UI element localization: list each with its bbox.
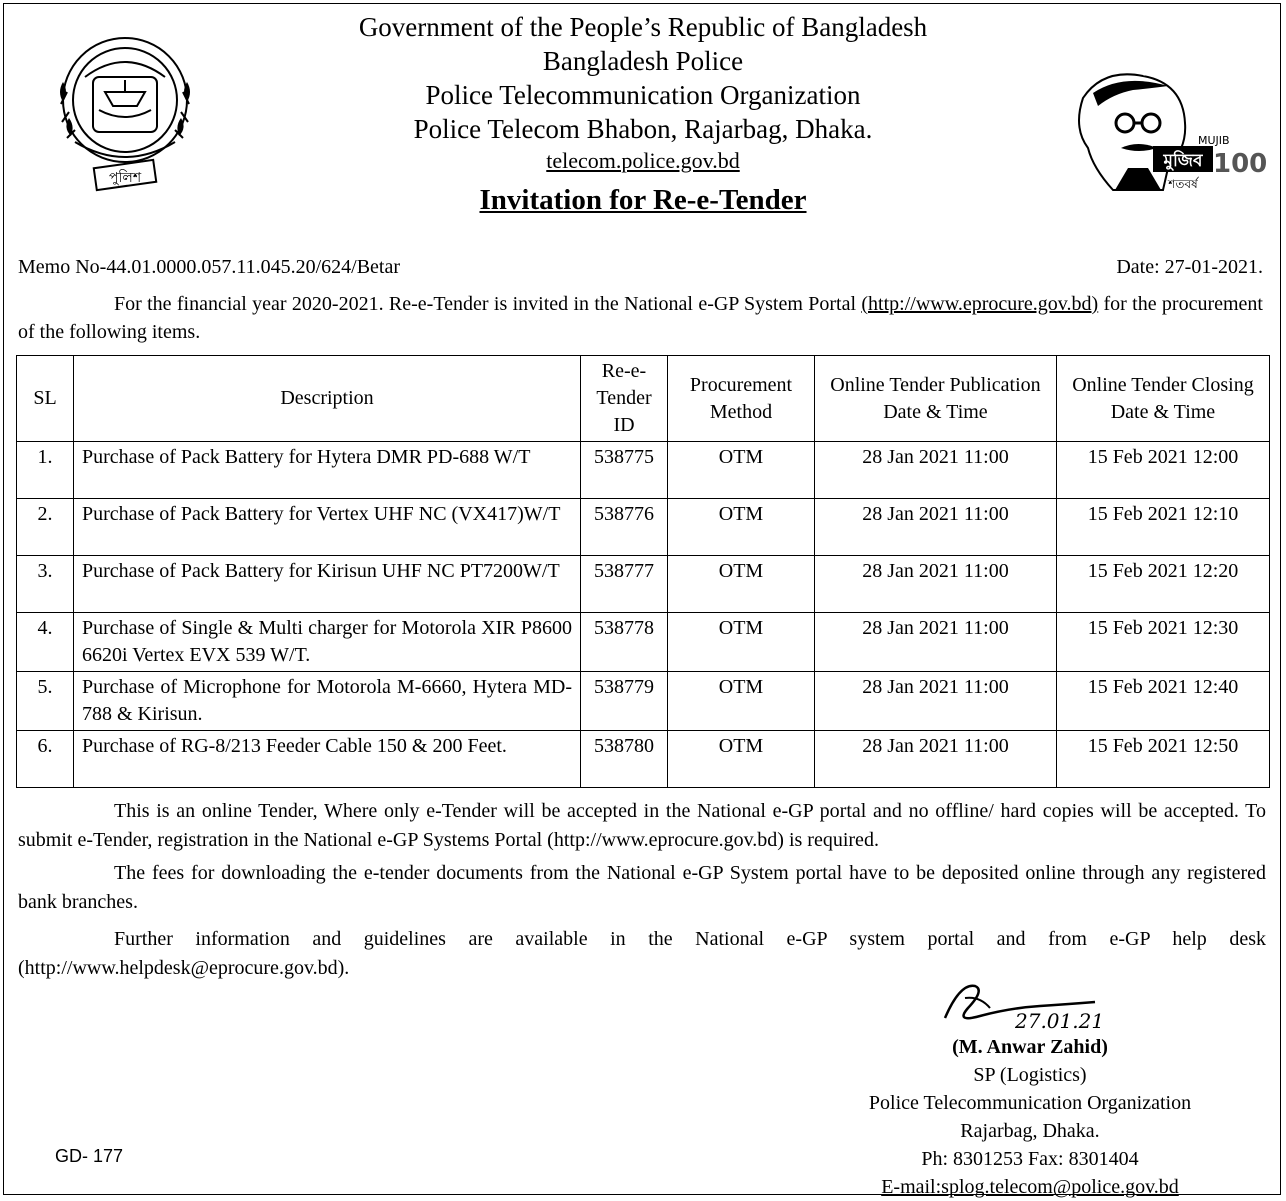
- col-sl: SL: [17, 356, 74, 442]
- row-closing: 15 Feb 2021 12:00: [1056, 442, 1269, 499]
- row-publication: 28 Jan 2021 11:00: [815, 556, 1057, 613]
- table-row: [17, 672, 1270, 731]
- signature-date: 27.01.21: [1015, 1009, 1105, 1033]
- signatory-phone: Ph: 8301253 Fax: 8301404: [921, 1148, 1139, 1170]
- intro-text: For the financial year 2020-2021. Re-e-Tender is invited in the National e-GP System Portal: [114, 293, 862, 315]
- row-publication: 28 Jan 2021 11:00: [815, 613, 1057, 672]
- row-closing: 15 Feb 2021 12:10: [1056, 499, 1269, 556]
- tender-table: [16, 355, 1270, 788]
- row-sl: 6.: [17, 731, 74, 788]
- handwritten-signature: [920, 978, 1140, 1033]
- row-closing: 15 Feb 2021 12:40: [1056, 672, 1269, 731]
- eprocure-link[interactable]: (http://www.eprocure.gov.bd): [861, 293, 1099, 315]
- logo-number: 100: [1213, 149, 1268, 179]
- logo-bengali-subtext: শতবর্ষ: [1168, 177, 1198, 191]
- col-retender-id: Re-e-Tender ID: [581, 356, 668, 442]
- col-publication: Online Tender Publication Date & Time: [815, 356, 1057, 442]
- intro-text-end: for the procurement of the following items.: [18, 293, 1263, 343]
- gd-code: GD- 177: [55, 1146, 124, 1166]
- signatory-org: Police Telecommunication Organization: [868, 1092, 1192, 1114]
- signatory-designation: SP (Logistics): [973, 1064, 1087, 1086]
- row-id: 538779: [581, 672, 668, 731]
- row-description: Purchase of RG-8/213 Feeder Cable 150 & 200 Feet.: [74, 731, 581, 788]
- signatory-address: Rajarbag, Dhaka.: [960, 1120, 1100, 1142]
- row-id: 538778: [581, 613, 668, 672]
- table-header-row: [17, 356, 1270, 442]
- signature-block: [780, 978, 1280, 1201]
- row-id: 538776: [581, 499, 668, 556]
- letterhead: [0, 10, 1286, 217]
- org-line: Police Telecommunication Organization: [425, 80, 861, 110]
- row-sl: 4.: [17, 613, 74, 672]
- notice-title: Invitation for Re-e-Tender: [479, 184, 807, 216]
- row-method: OTM: [668, 556, 815, 613]
- row-id: 538780: [581, 731, 668, 788]
- row-id: 538775: [581, 442, 668, 499]
- row-method: OTM: [668, 613, 815, 672]
- row-method: OTM: [668, 499, 815, 556]
- row-sl: 1.: [17, 442, 74, 499]
- row-description: Purchase of Pack Battery for Kirisun UHF NC PT7200W/T: [74, 556, 581, 613]
- table-row: [17, 499, 1270, 556]
- row-publication: 28 Jan 2021 11:00: [815, 499, 1057, 556]
- logo-english-text: MUJIB: [1198, 134, 1230, 147]
- table-row: [17, 731, 1270, 788]
- row-description: Purchase of Pack Battery for Vertex UHF NC (VX417)W/T: [74, 499, 581, 556]
- logo-bengali-text: মুজিব: [1163, 151, 1203, 171]
- row-id: 538777: [581, 556, 668, 613]
- signatory-email[interactable]: E-mail:splog.telecom@police.gov.bd: [881, 1176, 1179, 1198]
- col-description: Description: [74, 356, 581, 442]
- table-row: [17, 556, 1270, 613]
- row-closing: 15 Feb 2021 12:20: [1056, 556, 1269, 613]
- row-method: OTM: [668, 731, 815, 788]
- col-closing: Online Tender Closing Date & Time: [1056, 356, 1269, 442]
- govt-line: Government of the People’s Republic of Bangladesh: [358, 12, 928, 42]
- table-row: [17, 613, 1270, 672]
- paragraph-fees: The fees for downloading the e-tender documents from the National e-GP System portal have to be deposited online through any registered bank branches.: [18, 862, 1266, 913]
- paragraph-online-tender: This is an online Tender, Where only e-Tender will be accepted in the National e-GP portal and no offline/ hard copies will be accepted. To submit e-Tender, registration in the National e-GP Systems Portal (http://www.eprocure.gov.bd) is required.: [18, 800, 1266, 851]
- row-sl: 5.: [17, 672, 74, 731]
- memo-line: [18, 256, 1263, 279]
- row-publication: 28 Jan 2021 11:00: [815, 672, 1057, 731]
- address-line: Police Telecom Bhabon, Rajarbag, Dhaka.: [413, 114, 873, 144]
- table-row: [17, 442, 1270, 499]
- emblem-label: পুলিশ: [108, 170, 142, 186]
- row-sl: 2.: [17, 499, 74, 556]
- row-description: Purchase of Microphone for Motorola M-6660, Hytera MD-788 & Kirisun.: [74, 672, 581, 731]
- row-method: OTM: [668, 442, 815, 499]
- row-closing: 15 Feb 2021 12:50: [1056, 731, 1269, 788]
- row-method: OTM: [668, 672, 815, 731]
- memo-date: Date: 27-01-2021.: [1116, 256, 1263, 278]
- paragraph-further-info: Further information and guidelines are available in the National e-GP system portal and from e-GP help desk (http://www.helpdesk@eprocure.gov.bd).: [18, 928, 1266, 979]
- signatory-name: (M. Anwar Zahid): [952, 1036, 1108, 1058]
- dept-line: Bangladesh Police: [542, 46, 744, 76]
- row-closing: 15 Feb 2021 12:30: [1056, 613, 1269, 672]
- memo-number: Memo No-44.01.0000.057.11.045.20/624/Betar: [18, 256, 401, 278]
- row-sl: 3.: [17, 556, 74, 613]
- col-method: Procurement Method: [668, 356, 815, 442]
- row-description: Purchase of Single & Multi charger for Motorola XIR P8600 6620i Vertex EVX 539 W/T.: [74, 613, 581, 672]
- row-publication: 28 Jan 2021 11:00: [815, 731, 1057, 788]
- website-link[interactable]: telecom.police.gov.bd: [546, 148, 740, 173]
- intro-paragraph: [18, 290, 1263, 346]
- row-description: Purchase of Pack Battery for Hytera DMR PD-688 W/T: [74, 442, 581, 499]
- row-publication: 28 Jan 2021 11:00: [815, 442, 1057, 499]
